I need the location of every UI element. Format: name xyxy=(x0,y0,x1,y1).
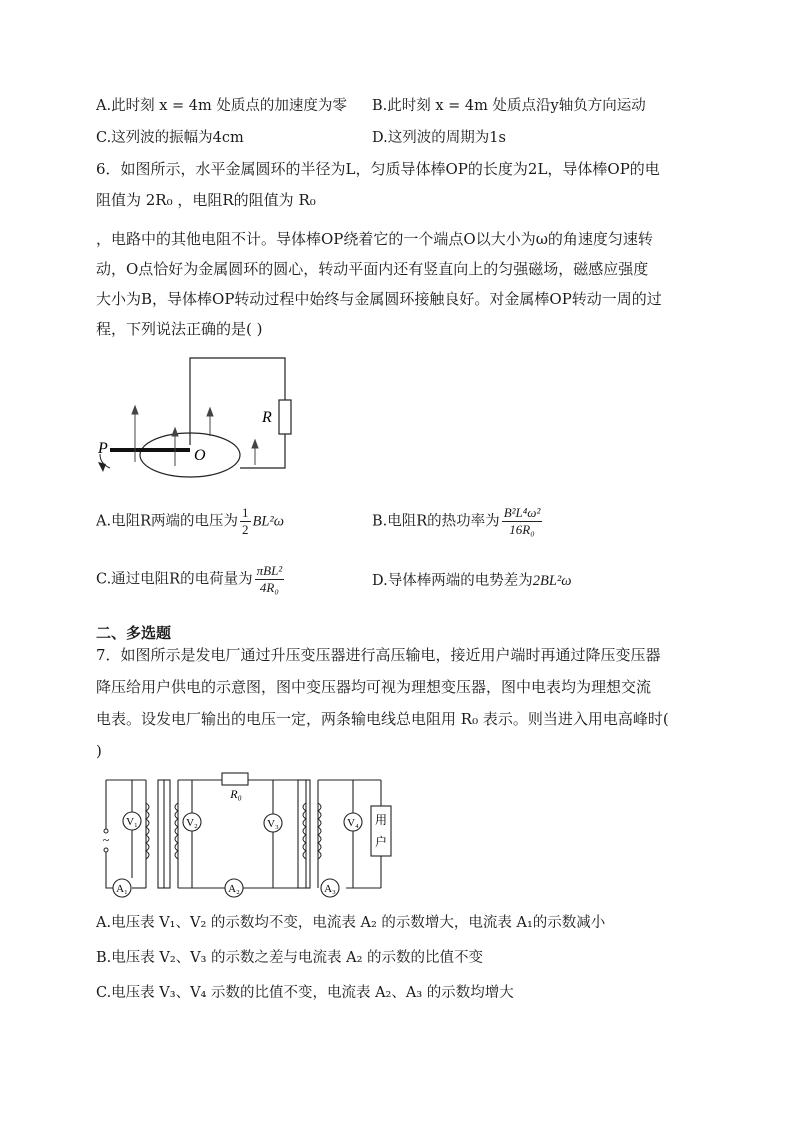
q6-option-a-den: 2 xyxy=(242,522,249,537)
q7-stem-line-2: 降压给用户供电的示意图，图中变压器均可视为理想变压器，图中电表均为理想交流 xyxy=(96,678,652,696)
q6-option-a xyxy=(96,505,284,538)
q7-label-v4: V₄ xyxy=(347,817,359,829)
q7-option-c: C.电压表 V₃、V₄ 示数的比值不变，电流表 A₂、A₃ 的示数均增大 xyxy=(96,985,514,1001)
q6-option-a-text: A.电阻R两端的电压为 xyxy=(96,513,238,530)
q6-option-b-fraction xyxy=(502,505,543,538)
q6-label-p: P xyxy=(98,440,108,457)
q7-label-r0: R₀ xyxy=(230,787,242,801)
q6-option-a-tail: BL²ω xyxy=(252,513,285,530)
q7-label-v1: V₁ xyxy=(126,816,138,828)
q7-option-a: A.电压表 V₁、V₂ 的示数均不变，电流表 A₂ 的示数增大，电流表 A₁的示数减小 xyxy=(96,915,606,931)
q6-resistor-r xyxy=(279,400,291,434)
q7-stem-line-4: ) xyxy=(96,742,102,760)
q7-stem-line-3: 电表。设发电厂输出的电压一定，两条输电线总电阻用 R₀ 表示。则当进入用电高峰时( xyxy=(96,710,669,728)
q7-stem-line-1: 7．如图所示是发电厂通过升压变压器进行高压输电，接近用户端时再通过降压变压器 xyxy=(96,646,661,664)
q7-coils xyxy=(146,803,321,859)
q6-stem-line-6: 程，下列说法正确的是( ) xyxy=(96,320,263,338)
q6-option-b xyxy=(372,505,544,538)
q6-option-d-tail: 2BL²ω xyxy=(532,573,572,589)
q7-transmission-figure xyxy=(96,768,396,898)
q6-stem-line-4: 动，O点恰好为金属圆环的圆心，转动平面内还有竖直向上的匀强磁场，磁感应强度 xyxy=(96,260,649,278)
q6-option-a-num: 1 xyxy=(242,505,249,520)
q6-label-r: R xyxy=(262,409,272,426)
q6-option-c-fraction xyxy=(255,563,285,596)
q7-label-a2: A₂ xyxy=(228,883,240,895)
q6-stem-line-2: 阻值为 2R₀ ，电阻R的阻值为 R₀ xyxy=(96,191,316,209)
q6-option-b-text: B.电阻R的热功率为 xyxy=(372,513,500,530)
q6-option-a-fraction xyxy=(240,505,251,538)
q7-label-a3: A₃ xyxy=(324,883,336,895)
q5-option-b: B.此时刻 x = 4m 处质点沿y轴负方向运动 xyxy=(372,98,646,114)
q6-option-c-den: 4R₀ xyxy=(259,580,279,595)
q5-option-a: A.此时刻 x = 4m 处质点的加速度为零 xyxy=(96,98,347,114)
q6-option-b-num: B²L⁴ω² xyxy=(503,505,541,520)
q7-label-ac: ~ xyxy=(102,833,110,847)
q7-option-b: B.电压表 V₂、V₃ 的示数之差与电流表 A₂ 的示数的比值不变 xyxy=(96,950,484,966)
q6-label-o: O xyxy=(194,447,206,464)
q7-label-v3: V₃ xyxy=(267,818,279,830)
q5-option-d: D.这列波的周期为1s xyxy=(372,130,506,146)
q7-label-user-1: 用 xyxy=(374,813,388,827)
q7-label-v2: V₂ xyxy=(186,817,198,829)
q7-label-user-2: 户 xyxy=(374,835,388,849)
q6-option-c-text: C.通过电阻R的电荷量为 xyxy=(96,571,253,588)
q7-resistor-r0 xyxy=(222,773,248,785)
q5-option-c: C.这列波的振幅为4cm xyxy=(96,130,244,146)
q6-stem-line-3: ，电路中的其他电阻不计。导体棒OP绕着它的一个端点O以大小为ω的角速度匀速转 xyxy=(96,230,653,248)
q7-label-a1: A₁ xyxy=(116,883,128,895)
q6-stem-line-1: 6．如图所示，水平金属圆环的半径为L，匀质导体棒OP的长度为2L，导体棒OP的电 xyxy=(96,160,660,178)
q6-option-c-num: πBL² xyxy=(256,563,283,578)
section-heading-multi-choice: 二、多选题 xyxy=(96,624,172,642)
q6-option-d-text: D.导体棒两端的电势差为 xyxy=(372,573,533,589)
q6-stem-line-5: 大小为B，导体棒OP转动过程中始终与金属圆环接触良好。对金属棒OP转动一周的过 xyxy=(96,290,662,308)
q6-wire-bottom xyxy=(240,434,285,468)
q6-option-c xyxy=(96,563,286,596)
q6-option-b-den: 16R₀ xyxy=(509,522,535,537)
q6-circuit-figure xyxy=(90,350,310,490)
q6-option-d xyxy=(372,570,571,592)
q6-wire-top xyxy=(190,358,285,445)
